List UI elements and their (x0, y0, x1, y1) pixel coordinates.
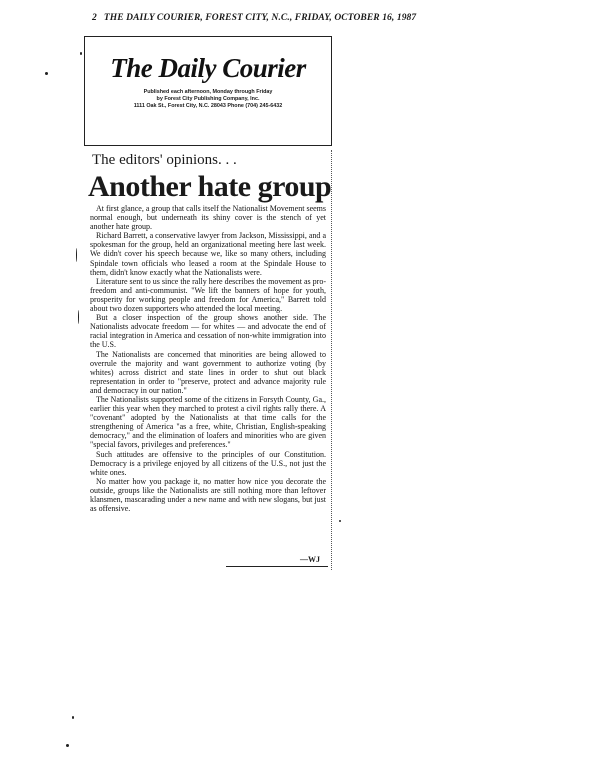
scan-speck (76, 248, 77, 262)
running-head-text: THE DAILY COURIER, FOREST CITY, N.C., FRIDAY, OCTOBER 16, 1987 (103, 13, 417, 23)
section-label: The editors' opinions. . . (92, 152, 237, 168)
masthead (84, 36, 332, 146)
closing-rule (226, 566, 328, 567)
scan-speck (45, 72, 48, 75)
headline: Another hate group (88, 170, 332, 203)
scan-speck (72, 716, 74, 719)
article-paragraph: The Nationalists supported some of the citizens in Forsyth County, Ga., earlier this year when they marched to protest a civil rights rally there. A "covenant" adopted by the Nationalists at that time calls for the strengthening of America "as a free, white, Christian, English-speaking democracy," and the elimination of loafers and minorities who are given "special favors, privileges and preferences." (90, 394, 326, 450)
article-paragraph: At first glance, a group that calls itself the Nationalist Movement seems normal enough, but underneath its shiny cover is the stench of yet another hate group. (90, 204, 326, 232)
column-rule (331, 150, 332, 570)
article-paragraph: Richard Barrett, a conservative lawyer from Jackson, Mississippi, and a spokesman for the group, held an organizational meeting here last week. We didn't cover his speech because we, like so many others, including Spindale town officials who leased a room at the Spindale House to them, didn't know exactly what the Nationalists were. (90, 231, 326, 277)
article-paragraph: Literature sent to us since the rally here describes the movement as pro-freedom and anti-communist. "We lift the banners of hope for youth, prosperity for working people and freedom for America," Barrett told about two dozen supporters who attended the local meeting. (90, 276, 326, 314)
page-number: 2 (92, 13, 97, 23)
scan-speck (78, 310, 79, 324)
masthead-title: The Daily Courier (110, 53, 306, 83)
masthead-published: Published each afternoon, Monday through Friday (143, 89, 273, 95)
scan-speck (339, 520, 341, 522)
article-paragraph: The Nationalists are concerned that minorities are being allowed to overrule the majority and want government to authorize voting (by whites) across district and state lines in order to shut out black representation in order to "preserve, protect and advance majority rule and democracy in our nation." (90, 349, 326, 395)
scan-speck (66, 744, 69, 747)
running-head (92, 13, 417, 23)
article-paragraph: No matter how you package it, no matter how nice you decorate the outside, groups like the Nationalists are still nothing more than leftover klansmen, mascarading under a new name and with new slogans, but just as offensive. (90, 476, 326, 514)
scan-speck (80, 52, 82, 55)
article-body (90, 204, 326, 513)
article-paragraph: Such attitudes are offensive to the principles of our Constitution. Democracy is a privilege enjoyed by all citizens of the U.S., not just the white ones. (90, 449, 326, 477)
masthead-address: 1111 Oak St., Forest City, N.C. 28043 Phone (704) 245-6432 (133, 103, 283, 109)
signature: —WJ (300, 555, 320, 564)
masthead-publisher: by Forest City Publishing Company, Inc. (156, 96, 260, 102)
article-paragraph: But a closer inspection of the group shows another side. The Nationalists advocate freedom — for whites — and advocate the end of racial integration in America and cessation of non-white immigration into the U.S. (90, 313, 326, 350)
